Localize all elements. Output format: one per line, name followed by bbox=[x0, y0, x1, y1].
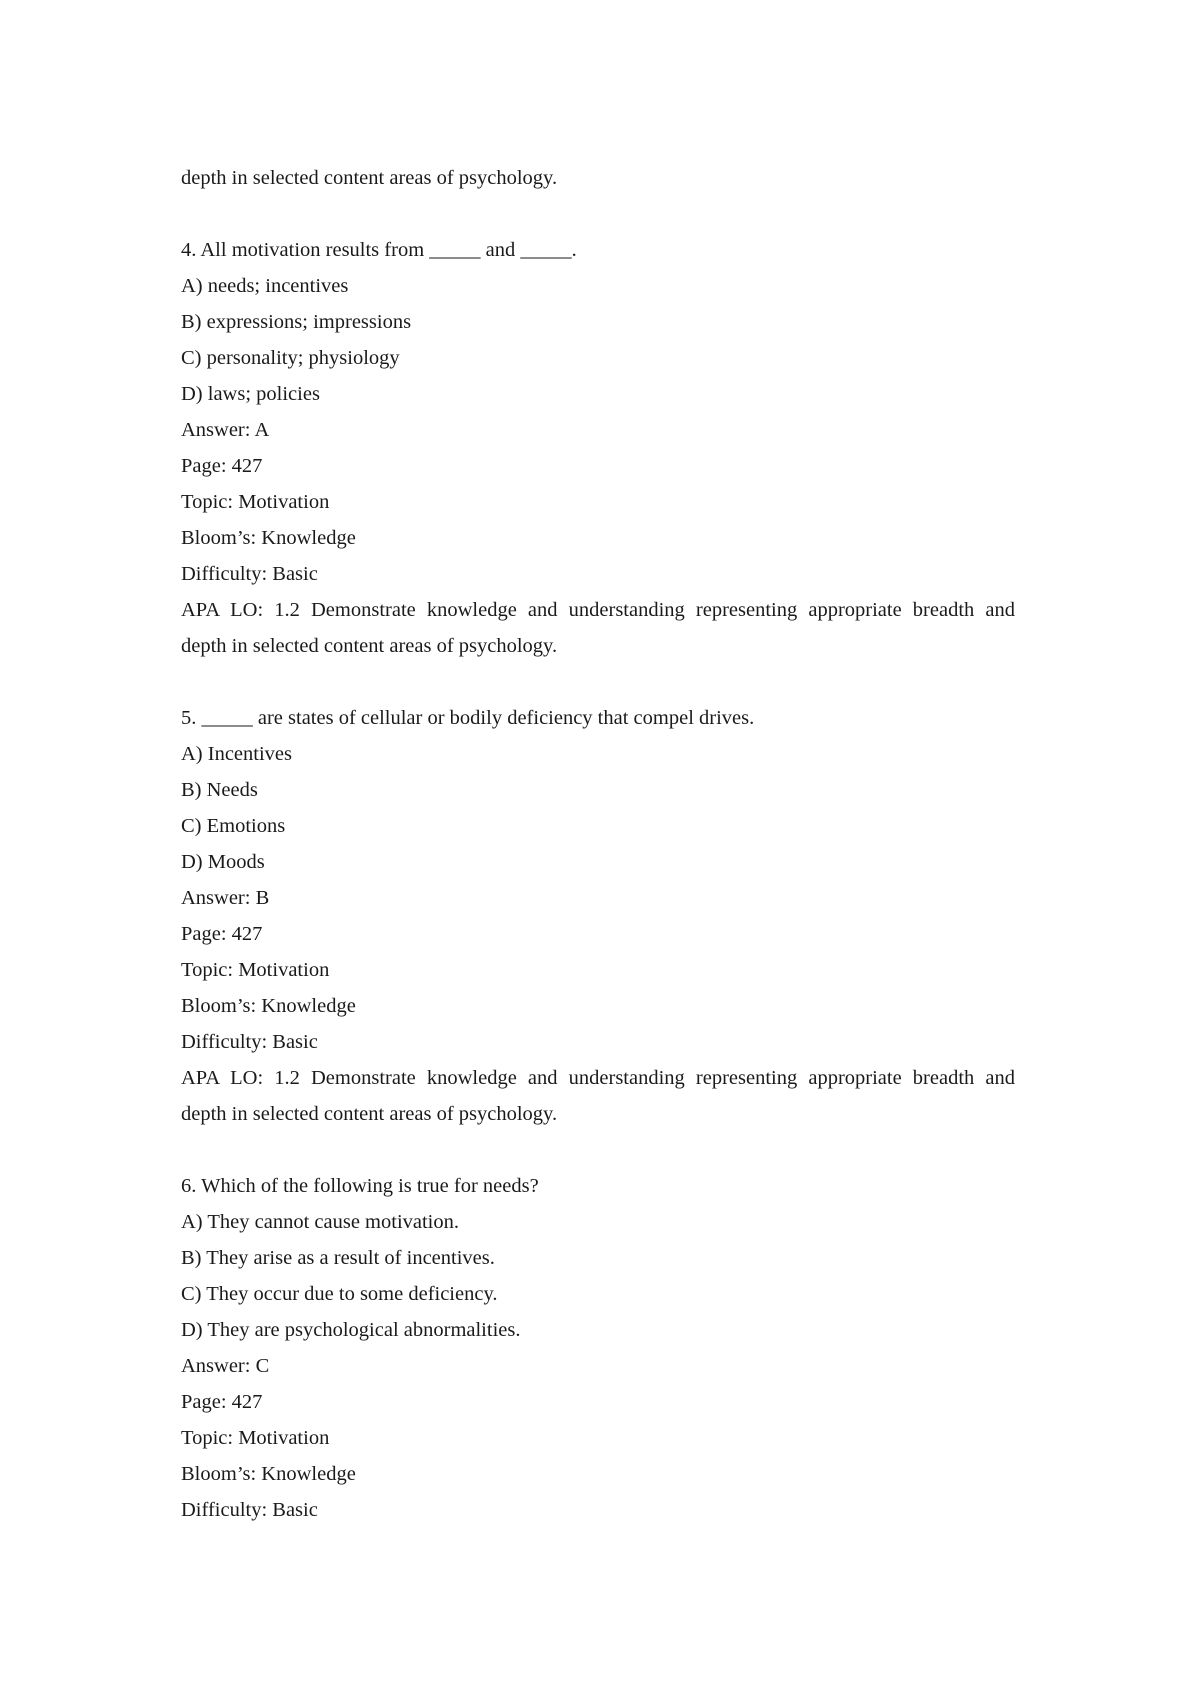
option-a: A) They cannot cause motivation. bbox=[181, 1211, 460, 1233]
spacer bbox=[181, 664, 1015, 700]
difficulty-line: Difficulty: Basic bbox=[181, 1499, 318, 1521]
difficulty-line: Difficulty: Basic bbox=[181, 1031, 318, 1053]
topic-line: Topic: Motivation bbox=[181, 1427, 330, 1449]
document-page bbox=[181, 160, 1015, 1528]
intro-tail-line: depth in selected content areas of psychology. bbox=[181, 167, 558, 189]
option-c: C) They occur due to some deficiency. bbox=[181, 1283, 498, 1305]
answer-line: Answer: B bbox=[181, 887, 270, 909]
topic-line: Topic: Motivation bbox=[181, 959, 330, 981]
page-line: Page: 427 bbox=[181, 455, 263, 477]
option-b: B) They arise as a result of incentives. bbox=[181, 1247, 495, 1269]
blooms-line: Bloom’s: Knowledge bbox=[181, 995, 356, 1017]
option-a: A) needs; incentives bbox=[181, 275, 349, 297]
apa-lo-line-1: APA LO: 1.2 Demonstrate knowledge and understanding representing appropriate breadth and bbox=[181, 599, 1015, 621]
answer-line: Answer: C bbox=[181, 1355, 270, 1377]
spacer bbox=[181, 196, 1015, 232]
topic-line: Topic: Motivation bbox=[181, 491, 330, 513]
option-a: A) Incentives bbox=[181, 743, 292, 765]
page-line: Page: 427 bbox=[181, 1391, 263, 1413]
question-block-5 bbox=[181, 700, 1015, 1132]
option-c: C) Emotions bbox=[181, 815, 286, 837]
question-block-4 bbox=[181, 232, 1015, 664]
option-d: D) They are psychological abnormalities. bbox=[181, 1319, 521, 1341]
page-line: Page: 427 bbox=[181, 923, 263, 945]
question-stem: 4. All motivation results from _____ and _____. bbox=[181, 239, 577, 261]
apa-lo-line-1: APA LO: 1.2 Demonstrate knowledge and understanding representing appropriate breadth and bbox=[181, 1067, 1015, 1089]
blooms-line: Bloom’s: Knowledge bbox=[181, 1463, 356, 1485]
option-d: D) Moods bbox=[181, 851, 265, 873]
option-d: D) laws; policies bbox=[181, 383, 320, 405]
option-b: B) Needs bbox=[181, 779, 258, 801]
blooms-line: Bloom’s: Knowledge bbox=[181, 527, 356, 549]
apa-lo-line-2: depth in selected content areas of psychology. bbox=[181, 635, 558, 657]
spacer bbox=[181, 1132, 1015, 1168]
question-stem: 5. _____ are states of cellular or bodily deficiency that compel drives. bbox=[181, 707, 755, 729]
option-c: C) personality; physiology bbox=[181, 347, 400, 369]
question-block-6 bbox=[181, 1168, 1015, 1528]
question-stem: 6. Which of the following is true for needs? bbox=[181, 1175, 539, 1197]
apa-lo-line-2: depth in selected content areas of psychology. bbox=[181, 1103, 558, 1125]
answer-line: Answer: A bbox=[181, 419, 270, 441]
option-b: B) expressions; impressions bbox=[181, 311, 412, 333]
difficulty-line: Difficulty: Basic bbox=[181, 563, 318, 585]
